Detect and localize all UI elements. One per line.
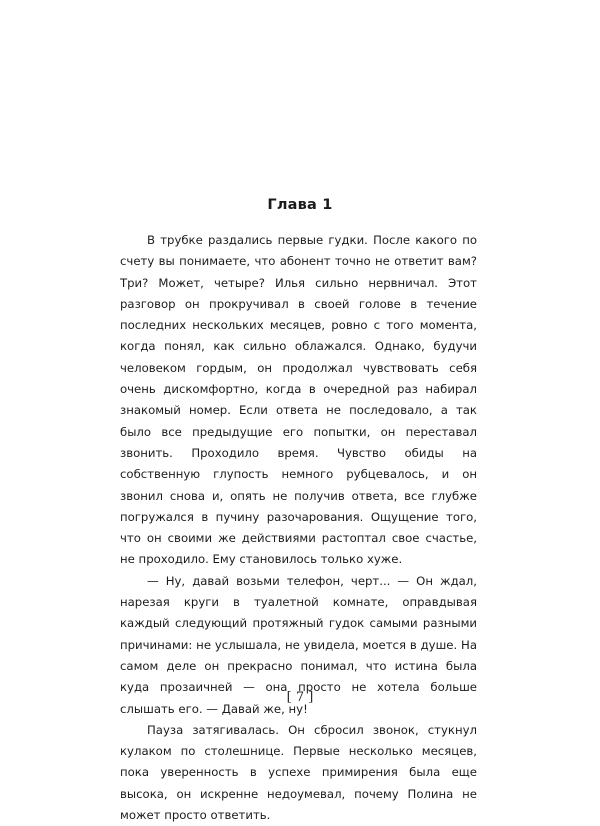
page-number: [ 7 ] [286, 690, 314, 705]
paragraph: Пауза затягивалась. Он сбросил звонок, стукнул кулаком по столешнице. Первые несколько месяцев, пока уверенность в успехе примирения была еще высока, он искренне недоумевал, почему Полина не может просто ответить. [120, 722, 477, 823]
chapter-title: Глава 1 [267, 197, 333, 213]
paragraph: В трубке раздались первые гудки. После какого по счету вы понимаете, что абонент точно не ответит вам? Три? Может, четыре? Илья сильно нервничал. Этот разговор он прокручивал в своей голове в течение последних нескольких месяцев, ровно с того момента, когда понял, как сильно облажался. Однако, будучи человеком гордым, он продолжал чувствовать себя очень дискомфортно, когда в очередной раз набирал знакомый номер. Если ответа не последовало, а так было все предыдущие его попытки, он переставал звонить. Проходило время. Чувство обиды на собственную глупость немного рубцевалось, и он звонил снова и, опять не получив ответа, все глубже погружался в пучину разочарования. Ощущение того, что он своими же действиями растоптал свое счастье, не проходило. Ему становилось только хуже. [120, 233, 477, 567]
chapter-body [120, 230, 477, 826]
paragraph: — Ну, давай возьми телефон, черт... — Он ждал, нарезая круги в туалетной комнате, оправдывая каждый следующий протяжный гудок самыми разными причинами: не услышала, не увидела, моется в душе. На самом деле он прекрасно понимал, что истина была куда прозаичней — она просто не хотела больше слышать его. — Давай же, ну! [120, 573, 477, 716]
